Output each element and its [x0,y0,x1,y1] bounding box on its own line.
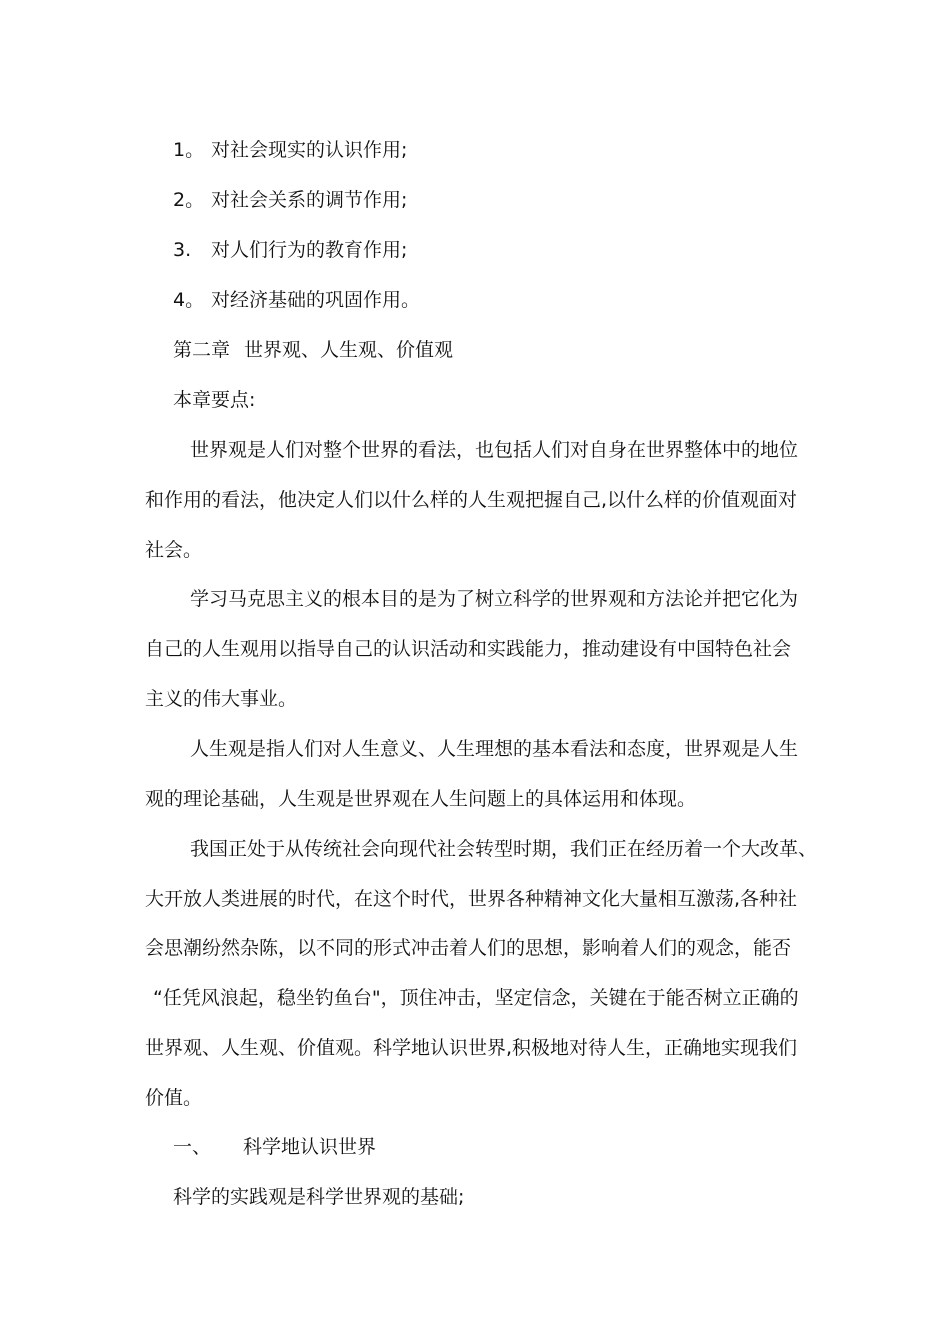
paragraph-line: “任凭风浪起，稳坐钓鱼台"，顶住冲击，坚定信念，关键在于能否树立正确的 [153,987,799,1009]
paragraph-line: 价值。 [145,1087,203,1109]
paragraph-line: 社会。 [145,539,203,561]
paragraph-line: 会思潮纷然杂陈，以不同的形式冲击着人们的思想，影响着人们的观念，能否 [145,937,792,959]
list-item [173,287,420,313]
paragraph-line: 科学的实践观是科学世界观的基础; [173,1186,465,1208]
chapter-title: 世界观、人生观、价值观 [244,339,454,361]
list-item-number: 2。 [173,189,205,211]
list-item [173,187,407,213]
paragraph-line: 大开放人类进展的时代，在这个时代，世界各种精神文化大量相互激荡,各种社 [145,888,798,910]
list-item-number: 4。 [173,289,205,311]
list-item-text: 对社会关系的调节作用; [211,189,408,211]
list-item-text: 对社会现实的认识作用; [211,139,408,161]
paragraph-line: 世界观是人们对整个世界的看法，也包括人们对自身在世界整体中的地位 [190,439,799,461]
paragraph-line: 自己的人生观用以指导自己的认识活动和实践能力，推动建设有中国特色社会 [145,638,792,660]
paragraph-line: 我国正处于从传统社会向现代社会转型时期，我们正在经历着一个大改革、 [190,838,818,860]
section-heading [173,1134,376,1160]
list-item-number: 1。 [173,139,205,161]
list-item-text: 对经济基础的巩固作用。 [211,289,421,311]
paragraph-line: 主义的伟大事业。 [145,688,298,710]
list-item [173,237,407,263]
list-item-text: 对人们行为的教育作用; [211,239,408,261]
paragraph-line: 世界观、人生观、价值观。科学地认识世界,积极地对待人生，正确地实现我们 [145,1037,798,1059]
paragraph-line: 观的理论基础，人生观是世界观在人生问题上的具体运用和体现。 [145,788,697,810]
chapter-heading [173,337,453,363]
chapter-label: 第二章 [173,339,231,361]
paragraph-line: 人生观是指人们对人生意义、人生理想的基本看法和态度，世界观是人生 [190,738,799,760]
paragraph-line: 和作用的看法，他决定人们以什么样的人生观把握自己,以什么样的价值观面对 [145,489,798,511]
section-number: 一、 [173,1136,212,1158]
list-item [173,137,407,163]
paragraph-line: 学习马克思主义的根本目的是为了树立科学的世界观和方法论并把它化为 [190,588,799,610]
key-points-heading: 本章要点: [173,389,256,411]
list-item-number: 3. [173,239,192,261]
section-title: 科学地认识世界 [243,1136,377,1158]
